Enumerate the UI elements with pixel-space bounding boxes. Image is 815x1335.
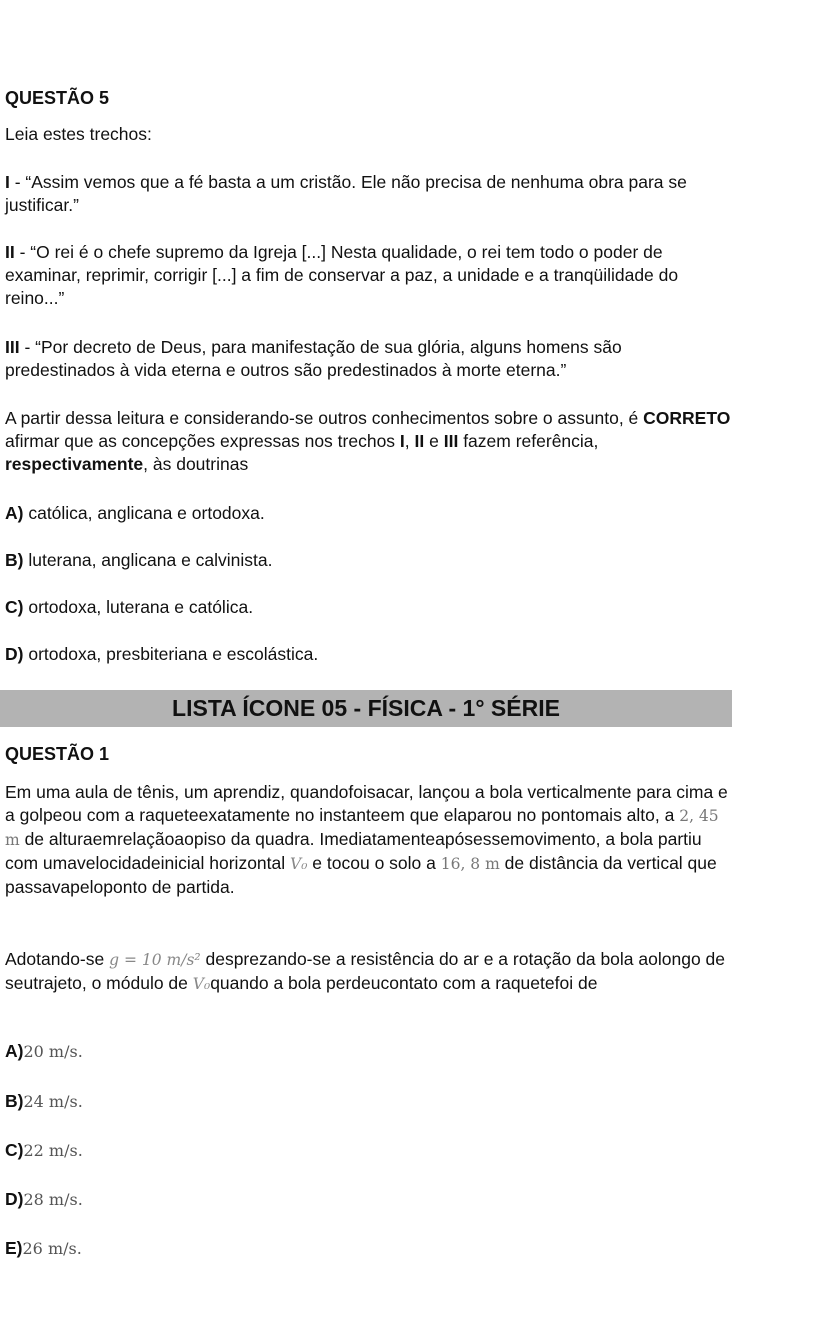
prompt-text: , — [404, 431, 415, 451]
question-5-title: QUESTÃO 5 — [5, 88, 110, 108]
math-v0: V₀ — [290, 855, 308, 873]
option-text: ortodoxa, presbiteriana e escolástica. — [23, 644, 319, 664]
prompt-text: A partir dessa leitura e considerando-se outros conhecimentos sobre o assunto, é — [5, 408, 644, 428]
q1-option-a[interactable] — [5, 1040, 83, 1063]
option-letter: B) — [5, 550, 24, 570]
option-text: católica, anglicana e ortodoxa. — [23, 503, 265, 523]
option-letter: C) — [5, 1140, 24, 1160]
section-banner: LISTA ÍCONE 05 - FÍSICA - 1° SÉRIE — [0, 690, 732, 727]
excerpt-label: III — [5, 337, 20, 357]
option-letter: B) — [5, 1091, 24, 1111]
excerpt-2 — [5, 241, 735, 310]
prompt-emphasis: CORRETO — [643, 408, 731, 428]
question-1-title: QUESTÃO 1 — [5, 744, 110, 764]
option-letter: A) — [5, 503, 24, 523]
prompt-emphasis: III — [443, 431, 459, 451]
paragraph-text: e tocou o solo a — [307, 853, 441, 873]
prompt-emphasis: II — [414, 431, 425, 451]
paragraph-text: Em uma aula de tênis, um aprendiz, quandofoisacar, lançou a bola verticalmente para cima e a golpeou com a raqueteexatamente no instanteem que elaparou no pontomais alto, a — [5, 782, 728, 825]
question-1-paragraph-1 — [5, 781, 735, 899]
option-value: 26 m/s. — [22, 1239, 82, 1258]
option-text: ortodoxa, luterana e católica. — [23, 597, 254, 617]
option-letter: D) — [5, 1189, 24, 1209]
q1-option-e[interactable] — [5, 1237, 82, 1260]
q1-option-b[interactable] — [5, 1090, 83, 1113]
prompt-text: fazem referência, — [458, 431, 599, 451]
math-gravity: g = 10 m/s² — [109, 951, 201, 969]
paragraph-text: de distância da vertical que passavapeloponto de partida. — [5, 853, 717, 897]
prompt-text: , às doutrinas — [143, 454, 249, 474]
option-text: luterana, anglicana e calvinista. — [23, 550, 273, 570]
paragraph-text: quando a bola perdeucontato com a raquetefoi de — [210, 973, 598, 993]
question-5-intro: Leia estes trechos: — [5, 124, 152, 144]
prompt-text: e — [424, 431, 444, 451]
excerpt-text: - “Por decreto de Deus, para manifestação de sua glória, alguns homens são predestinados à vida eterna e outros são predestinados à morte eterna.” — [5, 337, 622, 380]
excerpt-3 — [5, 336, 735, 382]
paragraph-text: desprezando-se a resistência do ar e a rotação da bola aolongo de seutrajeto, o módulo de — [5, 949, 726, 993]
paragraph-text: de alturaemrelaçãoaopiso da quadra. Imediatamenteapósessemovimento, a bola partiu com umavelocidadeinicial horizontal — [5, 829, 702, 873]
option-letter: C) — [5, 597, 24, 617]
option-letter: E) — [5, 1238, 23, 1258]
prompt-emphasis: I — [399, 431, 405, 451]
excerpt-label: II — [5, 242, 15, 262]
question-1-paragraph-2 — [5, 948, 735, 996]
option-letter: D) — [5, 644, 24, 664]
math-v0: V₀ — [192, 975, 211, 993]
option-value: 20 m/s. — [23, 1042, 83, 1061]
question-5-prompt — [5, 407, 735, 476]
excerpt-1 — [5, 171, 735, 217]
option-value: 22 m/s. — [23, 1141, 83, 1160]
excerpt-label: I — [5, 172, 10, 192]
excerpt-text: - “O rei é o chefe supremo da Igreja [...] Nesta qualidade, o rei tem todo o poder de examinar, reprimir, corrigir [...] a fim de conservar a paz, a unidade e a tranqüilidade do reino...” — [5, 242, 679, 308]
q1-option-c[interactable] — [5, 1139, 83, 1162]
option-b[interactable] — [5, 549, 273, 572]
paragraph-text: Adotando-se — [5, 949, 110, 969]
option-letter: A) — [5, 1041, 24, 1061]
math-distance: 16, 8 m — [440, 855, 500, 873]
option-d[interactable] — [5, 643, 318, 666]
q1-option-d[interactable] — [5, 1188, 83, 1211]
option-value: 28 m/s. — [23, 1190, 83, 1209]
option-value: 24 m/s. — [23, 1092, 83, 1111]
math-height: 2, 45 m — [5, 807, 719, 849]
excerpt-text: - “Assim vemos que a fé basta a um cristão. Ele não precisa de nenhuma obra para se justificar.” — [5, 172, 687, 215]
prompt-emphasis: respectivamente — [5, 454, 144, 474]
prompt-text: afirmar que as concepções expressas nos trechos — [5, 431, 400, 451]
option-c[interactable] — [5, 596, 253, 619]
option-a[interactable] — [5, 502, 265, 525]
